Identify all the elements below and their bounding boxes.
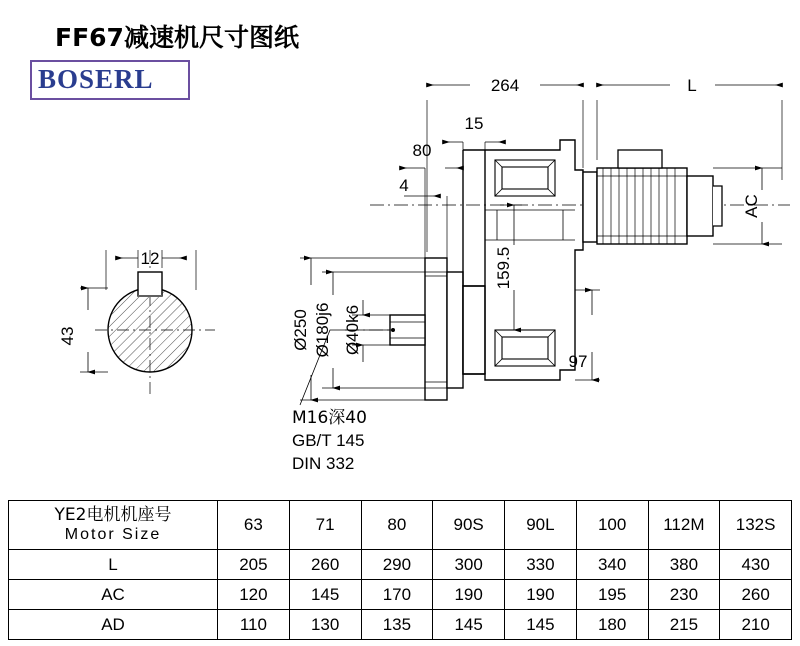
table-cell: 215 — [648, 610, 720, 640]
table-header-label — [9, 501, 218, 550]
table-cell: 130 — [289, 610, 361, 640]
table-cell: 145 — [289, 580, 361, 610]
table-cell: 260 — [289, 550, 361, 580]
dim-d180: Ø180j6 — [313, 302, 332, 358]
table-cell: 120 — [218, 580, 290, 610]
dim-264: 264 — [490, 76, 520, 95]
dim-159-5: 159.5 — [494, 246, 513, 290]
table-header-cell: 90S — [433, 501, 505, 550]
table-cell: 195 — [576, 580, 648, 610]
page-title: FF67减速机尺寸图纸 — [55, 23, 299, 52]
table-header-cell: 132S — [720, 501, 792, 550]
dim-80: 80 — [412, 141, 432, 160]
note-line-3: DIN 332 — [292, 454, 355, 473]
table-row — [9, 610, 792, 640]
table-cell: 145 — [433, 610, 505, 640]
table-cell: 330 — [505, 550, 577, 580]
table-cell: 210 — [720, 610, 792, 640]
table-cell: 380 — [648, 550, 720, 580]
note-line-1: M16深40 — [292, 408, 367, 428]
table-cell: 190 — [433, 580, 505, 610]
table-cell: 170 — [361, 580, 433, 610]
table-cell: 300 — [433, 550, 505, 580]
header-label-cn: YE2电机机座号 — [54, 505, 172, 525]
table-cell: 180 — [576, 610, 648, 640]
table-cell: 230 — [648, 580, 720, 610]
table-cell: 290 — [361, 550, 433, 580]
dim-L: L — [687, 76, 697, 95]
table-cell: 190 — [505, 580, 577, 610]
table-header-cell: 100 — [576, 501, 648, 550]
note-line-2: GB/T 145 — [292, 431, 365, 450]
dim-97: 97 — [568, 352, 588, 371]
table-cell: 145 — [505, 610, 577, 640]
brand-logo-text: BOSERL — [38, 64, 154, 94]
table-header-cell: 71 — [289, 501, 361, 550]
table-row — [9, 550, 792, 580]
dim-left-43: 43 — [58, 326, 77, 346]
table-header-cell: 80 — [361, 501, 433, 550]
dim-AC: AC — [742, 194, 761, 218]
row-label: L — [9, 550, 218, 580]
table-header-cell: 90L — [505, 501, 577, 550]
dim-d250: Ø250 — [291, 309, 310, 351]
spec-table — [8, 500, 792, 640]
table-cell: 430 — [720, 550, 792, 580]
dim-d40: Ø40k6 — [343, 304, 362, 356]
table-header-cell: 112M — [648, 501, 720, 550]
table-cell: 205 — [218, 550, 290, 580]
table-cell: 110 — [218, 610, 290, 640]
header-label-en: Motor Size — [64, 526, 162, 543]
table-cell: 260 — [720, 580, 792, 610]
table-cell: 135 — [361, 610, 433, 640]
row-label: AD — [9, 610, 218, 640]
row-label: AC — [9, 580, 218, 610]
table-header-row — [9, 501, 792, 550]
dim-left-12: 12 — [140, 249, 160, 268]
table-cell: 340 — [576, 550, 648, 580]
table-row — [9, 580, 792, 610]
dim-4: 4 — [399, 176, 409, 195]
table-header-cell: 63 — [218, 501, 290, 550]
dim-15: 15 — [464, 114, 484, 133]
